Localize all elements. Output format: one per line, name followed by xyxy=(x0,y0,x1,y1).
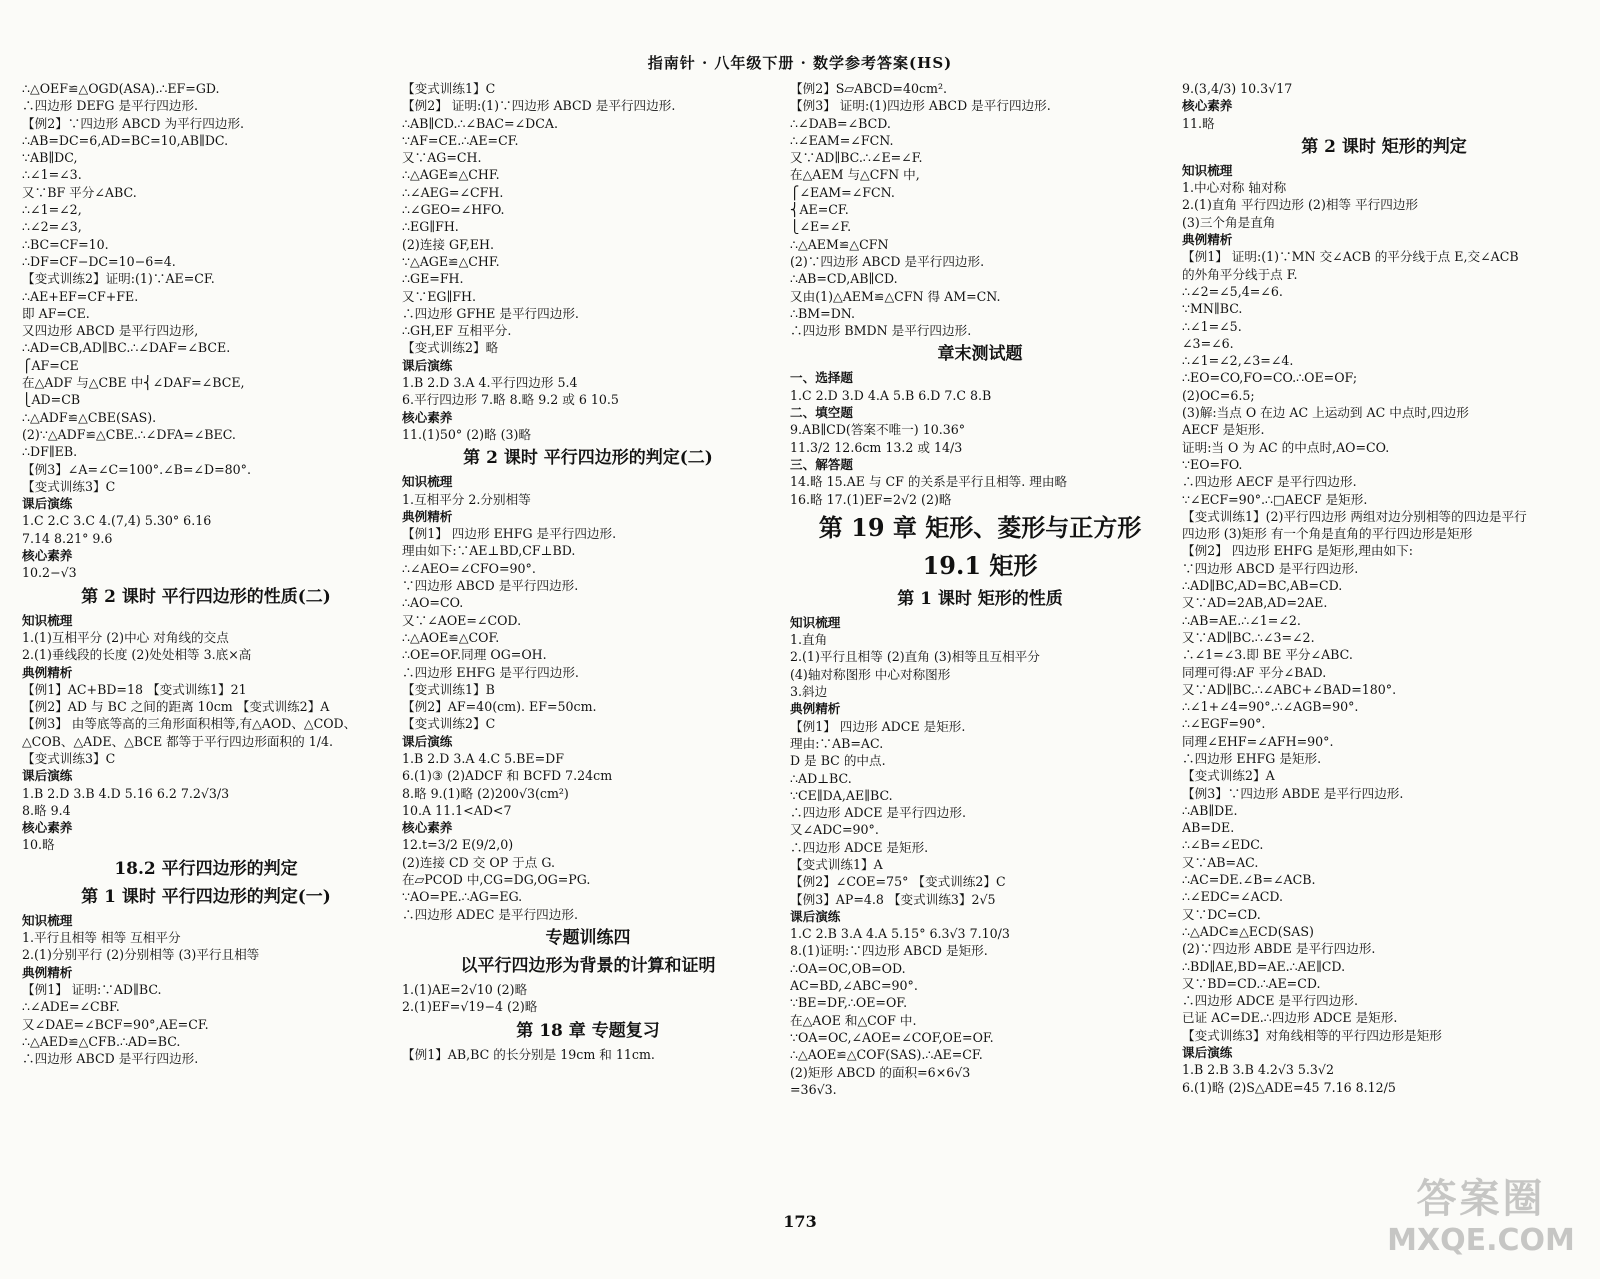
watermark-domain: MXQE.COM xyxy=(1387,1223,1575,1258)
answer-line: ∴四边形 BMDN 是平行四边形. xyxy=(790,323,972,339)
answer-line: 在△AEM 与△CFN 中, xyxy=(790,167,920,183)
answer-line: 已证 AC=DE.∴四边形 ADCE 是矩形. xyxy=(1182,1010,1398,1026)
answer-line: ∵AO=PE.∴AG=EG. xyxy=(402,889,523,905)
answer-line: ∵BE=DF,∴OE=OF. xyxy=(790,995,908,1011)
answer-line: 又∵AD=2AB,AD=2AE. xyxy=(1182,595,1328,611)
watermark-logo xyxy=(1376,1175,1586,1267)
answer-line: 12.t=3/2 E(9/2,0) xyxy=(402,837,514,853)
subsection-label: 核心素养 xyxy=(402,409,453,425)
answer-line: 9.(3,4/3) 10.3√17 xyxy=(1182,81,1293,96)
answer-line: ∴△AED≌△CFB.∴AD=BC. xyxy=(22,1033,181,1049)
answer-line: 【例3】∵四边形 ABDE 是平行四边形. xyxy=(1182,785,1404,801)
answer-line: (2)∵四边形 ABDE 是平行四边形. xyxy=(1182,941,1376,957)
answer-line: ∵EO=FO. xyxy=(1182,456,1243,472)
section-heading: 第 19 章 矩形、菱形与正方形 xyxy=(818,512,1142,542)
answer-line: 【变式训练2】C xyxy=(402,716,496,732)
answer-line: ∵四边形 ABCD 是平行四边形. xyxy=(1182,560,1359,576)
answer-line: 理由如下:∵AE⊥BD,CF⊥BD. xyxy=(402,543,576,559)
answer-line: ⎧∠EAM=∠FCN. xyxy=(790,184,895,200)
answer-line: ∴AD∥BC,AD=BC,AB=CD. xyxy=(1182,578,1343,594)
section-heading: 18.2 平行四边形的判定 xyxy=(114,858,298,879)
answer-line: ∴AB=DC=6,AD=BC=10,AB∥DC. xyxy=(22,132,229,148)
answer-line: ∴∠B=∠EDC. xyxy=(1182,837,1264,853)
answer-line: ∴AB=CD,AB∥CD. xyxy=(790,271,898,287)
answer-line: ∴∠GEO=∠HFO. xyxy=(402,202,505,218)
answer-line: 9.AB∥CD(答案不唯一) 10.36° xyxy=(790,422,966,438)
answer-column-4 xyxy=(1182,80,1586,1096)
answer-line: (2)连接 CD 交 OP 于点 G. xyxy=(402,854,555,870)
answer-line: 14.略 15.AE 与 CF 的关系是平行且相等. 理由略 xyxy=(790,474,1068,490)
section-heading: 第 2 课时 平行四边形的性质(二) xyxy=(81,586,331,607)
answer-line: 又四边形 ABCD 是平行四边形, xyxy=(22,323,199,339)
answer-line: 又∵AD∥BC.∴∠3=∠2. xyxy=(1182,629,1315,645)
answer-line: (3)解:当点 O 在边 AC 上运动到 AC 中点时,四边形 xyxy=(1182,405,1469,421)
answer-line: ∴四边形 ADCE 是平行四边形. xyxy=(1182,993,1358,1009)
subsection-label: 课后演练 xyxy=(22,768,73,784)
answer-line: 10.略 xyxy=(22,837,55,853)
answer-line: 【变式训练1】(2)平行四边形 两组对边分别相等的四边是平行 xyxy=(1182,508,1527,524)
answer-line: 1.直角 xyxy=(790,632,828,648)
subsection-label: 知识梳理 xyxy=(22,912,73,928)
answer-line: ∴四边形 AECF 是平行四边形. xyxy=(1182,474,1357,490)
answer-line: 又∵AD∥BC.∴∠ABC+∠BAD=180°. xyxy=(1182,681,1397,697)
answer-line: 又∵∠AOE=∠COD. xyxy=(402,612,522,628)
answer-line: 【变式训练2】A xyxy=(1182,768,1275,784)
answer-line: 在△AOE 和△COF 中. xyxy=(790,1012,917,1028)
section-heading: 第 2 课时 平行四边形的判定(二) xyxy=(463,448,713,469)
answer-line: ∵∠ECF=90°.∴□AECF 是矩形. xyxy=(1182,491,1368,507)
subsection-label: 核心素养 xyxy=(22,548,73,564)
subsection-label: 典例精析 xyxy=(790,701,841,717)
subsection-label: 典例精析 xyxy=(22,964,73,980)
answer-line: =36√3. xyxy=(790,1081,837,1097)
answer-line: ∴四边形 ADCE 是矩形. xyxy=(790,839,929,855)
answer-line: 同理∠EHF=∠AFH=90°. xyxy=(1182,733,1334,749)
answer-line: 【例2】 四边形 EHFG 是矩形,理由如下: xyxy=(1182,543,1413,559)
subsection-label: 课后演练 xyxy=(402,733,453,749)
subsection-label: 知识梳理 xyxy=(1182,162,1233,178)
subsection-label: 典例精析 xyxy=(22,664,73,680)
answer-line: 2.(1)平行且相等 (2)直角 (3)相等且互相平分 xyxy=(790,649,1040,665)
answer-line: 【例2】 证明:(1)∵四边形 ABCD 是平行四边形. xyxy=(402,98,676,114)
answer-line: (2)∵△ADF≌△CBE.∴∠DFA=∠BEC. xyxy=(22,426,236,442)
answer-line: 3.斜边 xyxy=(790,684,828,700)
answer-line: 又∵DC=CD. xyxy=(1182,906,1261,922)
answer-line: ∴△ADC≌△ECD(SAS) xyxy=(1182,923,1314,939)
section-heading: 第 1 课时 平行四边形的判定(一) xyxy=(81,886,331,907)
answer-line: 又∵AB=AC. xyxy=(1182,854,1259,870)
answer-line: ∴∠EDC=∠ACD. xyxy=(1182,889,1283,905)
answer-line: 又∵EG∥FH. xyxy=(402,288,476,304)
subsection-label: 核心素养 xyxy=(1182,98,1233,114)
answer-line: 【例3】AP=4.8 【变式训练3】2√5 xyxy=(790,891,996,907)
answer-line: AECF 是矩形. xyxy=(1182,422,1265,438)
answer-line: ∵△AGE≌△CHF. xyxy=(402,253,500,269)
answer-line: ∴∠EAM=∠FCN. xyxy=(790,132,894,148)
answer-line: 6.(1)略 (2)S△ADE=45 7.16 8.12/5 xyxy=(1182,1079,1396,1095)
answer-line: 11.略 xyxy=(1182,115,1215,131)
answer-line: (2)连接 GF,EH. xyxy=(402,236,495,252)
answer-line: ∴∠1+∠4=90°.∴∠AGB=90°. xyxy=(1182,699,1359,715)
answer-line: 【例3】 证明:(1)四边形 ABCD 是平行四边形. xyxy=(790,98,1051,114)
answer-line: ∴∠AEG=∠CFH. xyxy=(402,184,504,200)
section-heading: 第 1 课时 矩形的性质 xyxy=(897,588,1063,609)
answer-line: 2.(1)分别平行 (2)分别相等 (3)平行且相等 xyxy=(22,947,260,963)
subsection-label: 课后演练 xyxy=(22,496,73,512)
answer-line: ∴∠DAB=∠BCD. xyxy=(790,115,891,131)
answer-line: 1.(1)AE=2√10 (2)略 xyxy=(402,981,528,997)
answer-line: 【变式训练1】B xyxy=(402,681,495,697)
subsection-label: 核心素养 xyxy=(402,820,453,836)
answer-line: (2)∵四边形 ABCD 是平行四边形. xyxy=(790,253,985,269)
answer-line: 四边形 (3)矩形 有一个角是直角的平行四边形是矩形 xyxy=(1182,526,1473,542)
answer-line: ∴△ADF≌△CBE(SAS). xyxy=(22,409,157,425)
subsection-label: 二、填空题 xyxy=(790,405,853,421)
answer-line: ∴∠2=∠5,4=∠6. xyxy=(1182,283,1283,299)
answer-line: ∴∠1=∠3. xyxy=(22,167,82,183)
answer-line: ∴四边形 GFHE 是平行四边形. xyxy=(402,305,579,321)
answer-line: 7.14 8.21° 9.6 xyxy=(22,530,113,546)
answer-line: ∴四边形 ABCD 是平行四边形. xyxy=(22,1051,199,1067)
answer-line: ∵MN∥BC. xyxy=(1182,301,1243,317)
answer-line: 【变式训练3】C xyxy=(22,750,116,766)
answer-line: ∴AB=AE.∴∠1=∠2. xyxy=(1182,612,1301,628)
answer-line: 【例1】AC+BD=18 【变式训练1】21 xyxy=(22,681,247,697)
answer-line: 10.A 11.1<AD<7 xyxy=(402,802,512,818)
answer-line: ∵AF=CE.∴AE=CF. xyxy=(402,132,519,148)
answer-line: ∴OE=OF.同理 OG=OH. xyxy=(402,647,547,663)
answer-line: ∴△OEF≌△OGD(ASA).∴EF=GD. xyxy=(22,81,220,96)
answer-line: 【例2】S▱ABCD=40cm². xyxy=(790,81,948,96)
answer-line: 8.(1)证明:∵四边形 ABCD 是矩形. xyxy=(790,943,988,959)
answer-line: 即 AF=CE. xyxy=(22,305,90,321)
subsection-label: 知识梳理 xyxy=(790,614,841,630)
answer-line: ∴∠ADE=∠CBF. xyxy=(22,999,120,1015)
answer-line: 【例1】AB,BC 的长分别是 19cm 和 11cm. xyxy=(402,1046,655,1062)
section-heading: 以平行四边形为背景的计算和证明 xyxy=(460,955,716,976)
subsection-label: 课后演练 xyxy=(790,908,841,924)
section-heading: 第 2 课时 矩形的判定 xyxy=(1301,136,1467,157)
answer-column-1 xyxy=(22,80,390,1067)
answer-line: 在▱PCOD 中,CG=DG,OG=PG. xyxy=(402,872,591,888)
answer-line: ∴AE+EF=CF+FE. xyxy=(22,288,139,304)
answer-line: 【例2】∠COE=75° 【变式训练2】C xyxy=(790,874,1006,890)
answer-line: ∴DF=CF−DC=10−6=4. xyxy=(22,253,176,269)
answer-line: ∴EG∥FH. xyxy=(402,219,459,235)
answer-line: ∴△AOE≌△COF(SAS).∴AE=CF. xyxy=(790,1047,983,1063)
subsection-label: 三、解答题 xyxy=(790,456,853,472)
answer-line: ∴四边形 ADCE 是平行四边形. xyxy=(790,805,966,821)
subsection-label: 核心素养 xyxy=(22,820,73,836)
answer-line: 1.平行且相等 相等 互相平分 xyxy=(22,930,181,946)
answer-line: 【变式训练3】对角线相等的平行四边形是矩形 xyxy=(1182,1027,1442,1043)
answer-line: ∴GH,EF 互相平分. xyxy=(402,323,512,339)
answer-line: 2.(1)EF=√19−4 (2)略 xyxy=(402,999,538,1015)
answer-line: ∴BD∥AE,BD=AE.∴AE∥CD. xyxy=(1182,958,1346,974)
answer-line: 【变式训练2】略 xyxy=(402,340,499,356)
answer-line: 10.2−√3 xyxy=(22,565,77,581)
answer-line: 1.互相平分 2.分别相等 xyxy=(402,491,531,507)
subsection-label: 知识梳理 xyxy=(22,612,73,628)
answer-line: 1.B 2.B 3.B 4.2√3 5.3√2 xyxy=(1182,1062,1334,1078)
answer-line: ⎧AF=CE xyxy=(22,357,79,373)
answer-line: ∴OA=OC,OB=OD. xyxy=(790,960,906,976)
answer-line: ∴△AOE≌△COF. xyxy=(402,629,500,645)
answer-line: 又∵BF 平分∠ABC. xyxy=(22,184,137,200)
answer-line: ∴BM=DN. xyxy=(790,305,856,321)
answer-line: ∴AD⊥BC. xyxy=(790,770,852,786)
answer-line: 又∠ADC=90°. xyxy=(790,822,879,838)
answer-line: △COB、△ADE、△BCE 都等于平行四边形面积的 1/4. xyxy=(22,733,333,749)
subsection-label: 典例精析 xyxy=(1182,232,1233,248)
answer-line: 的外角平分线于点 F. xyxy=(1182,266,1298,282)
answer-line: 【例1】 四边形 EHFG 是平行四边形. xyxy=(402,526,617,542)
answer-line: AB=DE. xyxy=(1182,820,1235,836)
answer-line: ∴∠AEO=∠CFO=90°. xyxy=(402,560,536,576)
answer-line: ∴∠EGF=90°. xyxy=(1182,716,1266,732)
answer-line: ∴∠1=∠5. xyxy=(1182,318,1242,334)
subsection-label: 典例精析 xyxy=(402,508,453,524)
answer-line: 【例2】∵四边形 ABCD 为平行四边形. xyxy=(22,115,245,131)
answer-line: 2.(1)直角 平行四边形 (2)相等 平行四边形 xyxy=(1182,197,1419,213)
answer-column-2 xyxy=(402,80,774,1063)
answer-line: ∴∠2=∠3, xyxy=(22,219,82,235)
answer-line: ∴BC=CF=10. xyxy=(22,236,109,252)
answer-column-3 xyxy=(790,80,1170,1098)
answer-line: ∵四边形 ABCD 是平行四边形. xyxy=(402,578,579,594)
answer-line: 1.(1)互相平分 (2)中心 对角线的交点 xyxy=(22,629,229,645)
answer-line: 6.(1)③ (2)ADCF 和 BCFD 7.24cm xyxy=(402,768,613,784)
answer-line: 1.C 2.D 3.D 4.A 5.B 6.D 7.C 8.B xyxy=(790,387,992,403)
answer-line: ∴AB∥CD.∴∠BAC=∠DCA. xyxy=(402,115,558,131)
answer-line: ∴∠1=∠2,∠3=∠4. xyxy=(1182,353,1294,369)
answer-line: 【变式训练1】A xyxy=(790,856,883,872)
section-heading: 19.1 矩形 xyxy=(922,550,1038,580)
answer-line: 【例3】∠A=∠C=100°.∠B=∠D=80°. xyxy=(22,461,251,477)
answer-line: 1.B 2.D 3.A 4.平行四边形 5.4 xyxy=(402,375,578,391)
answer-line: 1.C 2.B 3.A 4.A 5.15° 6.3√3 7.10/3 xyxy=(790,926,1010,942)
page-number: 173 xyxy=(783,1212,817,1231)
answer-line: 【例1】 证明:(1)∵MN 交∠ACB 的平分线于点 E,交∠ACB xyxy=(1182,249,1519,265)
answer-line: ∴DF∥EB. xyxy=(22,444,78,460)
answer-line: 【例1】 四边形 ADCE 是矩形. xyxy=(790,718,966,734)
answer-line: 1.C 2.C 3.C 4.(7,4) 5.30° 6.16 xyxy=(22,513,212,529)
answer-line: (2)矩形 ABCD 的面积=6×6√3 xyxy=(790,1064,971,1080)
answer-line: 11.(1)50° (2)略 (3)略 xyxy=(402,426,532,442)
answer-line: 8.略 9.4 xyxy=(22,802,71,818)
answer-line: ∴四边形 EHFG 是矩形. xyxy=(1182,750,1322,766)
answer-line: D 是 BC 的中点. xyxy=(790,753,886,769)
section-heading: 专题训练四 xyxy=(545,927,631,948)
answer-line: ∴GE=FH. xyxy=(402,271,464,287)
answer-line: (3)三个角是直角 xyxy=(1182,214,1276,230)
answer-line: ∴四边形 DEFG 是平行四边形. xyxy=(22,98,199,114)
answer-line: 6.平行四边形 7.略 8.略 9.2 或 6 10.5 xyxy=(402,392,619,408)
answer-line: ∴∠1=∠3.即 BE 平分∠ABC. xyxy=(1182,647,1353,663)
answer-line: ∵AB∥DC, xyxy=(22,150,78,166)
answer-line: ∵CE∥DA,AE∥BC. xyxy=(790,787,893,803)
answer-line: ∴AO=CO. xyxy=(402,595,464,611)
subsection-label: 知识梳理 xyxy=(402,474,453,490)
answer-line: 又∠DAE=∠BCF=90°,AE=CF. xyxy=(22,1016,209,1032)
answer-line: ∴四边形 EHFG 是平行四边形. xyxy=(402,664,579,680)
watermark-title: 答案圈 xyxy=(1416,1176,1546,1222)
subsection-label: 课后演练 xyxy=(1182,1045,1233,1061)
answer-line: 证明:当 O 为 AC 的中点时,AO=CO. xyxy=(1182,439,1390,455)
answer-line: 又∵AD∥BC.∴∠E=∠F. xyxy=(790,150,923,166)
answer-line: 11.3/2 12.6cm 13.2 或 14/3 xyxy=(790,439,963,455)
answer-line: ∴AD=CB,AD∥BC.∴∠DAF=∠BCE. xyxy=(22,340,231,356)
answer-line: 【变式训练3】C xyxy=(22,478,116,494)
answer-line: ∴四边形 ADEC 是平行四边形. xyxy=(402,906,578,922)
answer-line: 【例2】AD 与 BC 之间的距离 10cm 【变式训练2】A xyxy=(22,699,330,715)
answer-line: ∵OA=OC,∠AOE=∠COF,OE=OF. xyxy=(790,1029,994,1045)
answer-line: 16.略 17.(1)EF=2√2 (2)略 xyxy=(790,491,952,507)
answer-line: 【例3】 由等底等高的三角形面积相等,有△AOD、△COD、 xyxy=(22,716,357,732)
answer-line: ∴∠1=∠2, xyxy=(22,202,82,218)
subsection-label: 一、选择题 xyxy=(790,370,853,386)
answer-line: (4)轴对称图形 中心对称图形 xyxy=(790,666,951,682)
answer-line: 【变式训练2】证明:(1)∵AE=CF. xyxy=(22,271,215,287)
answer-line: 2.(1)垂线段的长度 (2)处处相等 3.底×高 xyxy=(22,647,252,663)
answer-line: 1.B 2.D 3.B 4.D 5.16 6.2 7.2√3/3 xyxy=(22,785,230,801)
answer-line: 在△ADF 与△CBE 中⎨∠DAF=∠BCE, xyxy=(22,375,245,391)
answer-line: 又∵AG=CH. xyxy=(402,150,482,166)
answer-line: 1.中心对称 轴对称 xyxy=(1182,180,1287,196)
answer-line: ⎩∠E=∠F. xyxy=(790,219,852,235)
answer-line: 又由(1)△AEM≌△CFN 得 AM=CN. xyxy=(790,288,1001,304)
answer-line: 同理可得:AF 平分∠BAD. xyxy=(1182,664,1327,680)
answer-line: (2)OC=6.5; xyxy=(1182,387,1255,403)
answer-line: ∴△AGE≌△CHF. xyxy=(402,167,500,183)
answer-line: ∴AB∥DE. xyxy=(1182,802,1238,818)
answer-line: 1.B 2.D 3.A 4.C 5.BE=DF xyxy=(402,750,565,766)
answer-line: ⎨AE=CF. xyxy=(790,202,849,218)
answer-line: 又∵BD=CD.∴AE=CD. xyxy=(1182,975,1321,991)
answer-line: 8.略 9.(1)略 (2)200√3(cm²) xyxy=(402,785,569,801)
page-header: 指南针 · 八年级下册 · 数学参考答案(HS) xyxy=(647,54,953,72)
answer-line: ∴AC=DE.∠B=∠ACB. xyxy=(1182,872,1316,888)
answer-line: 【变式训练1】C xyxy=(402,81,496,96)
answer-line: ∴EO=CO,FO=CO.∴OE=OF; xyxy=(1182,370,1358,386)
answer-line: ∠3=∠6. xyxy=(1182,335,1234,351)
answer-line: ∴△AEM≌△CFN xyxy=(790,236,889,252)
subsection-label: 课后演练 xyxy=(402,357,453,373)
answer-line: ⎩AD=CB xyxy=(22,392,81,408)
answer-line: 【例1】 证明:∵AD∥BC. xyxy=(22,981,162,997)
answer-line: 理由:∵AB=AC. xyxy=(790,735,884,751)
answer-line: AC=BD,∠ABC=90°. xyxy=(790,978,918,994)
section-heading: 第 18 章 专题复习 xyxy=(516,1020,660,1041)
section-heading: 章末测试题 xyxy=(937,344,1023,365)
answer-line: 【例2】AF=40(cm). EF=50cm. xyxy=(402,699,597,715)
